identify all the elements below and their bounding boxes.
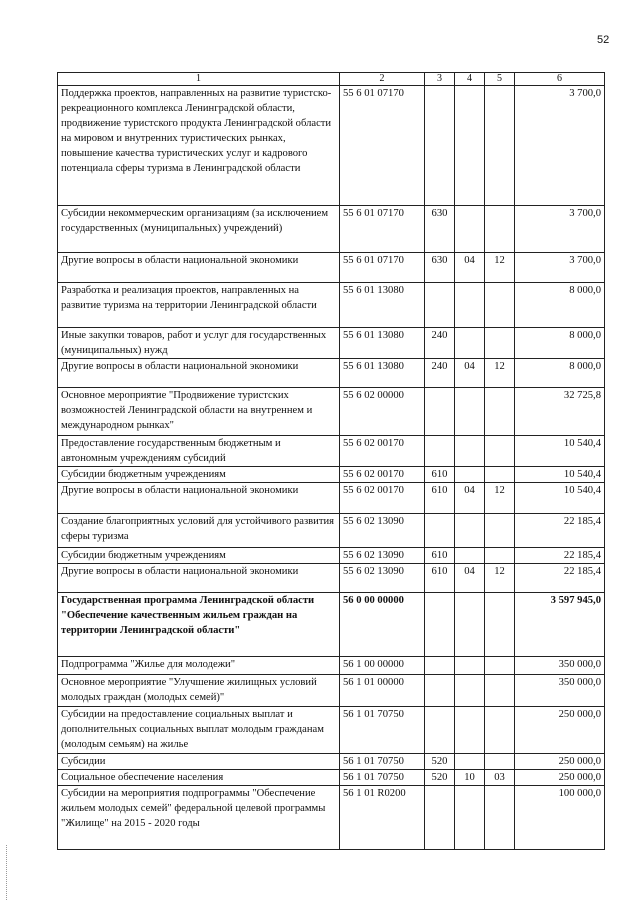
row-sum-cell: 22 185,4 bbox=[515, 564, 605, 593]
table-header-row bbox=[58, 73, 605, 86]
row-sum-cell: 350 000,0 bbox=[515, 675, 605, 707]
row-code-cell: 55 6 02 13090 bbox=[340, 564, 425, 593]
row-sum-cell: 250 000,0 bbox=[515, 707, 605, 754]
row-pr-cell bbox=[485, 675, 515, 707]
row-rz-cell bbox=[455, 786, 485, 850]
row-sum-cell: 350 000,0 bbox=[515, 657, 605, 675]
row-vr-cell bbox=[425, 593, 455, 657]
row-sum-cell: 10 540,4 bbox=[515, 467, 605, 483]
row-code-cell: 55 6 01 07170 bbox=[340, 253, 425, 283]
row-pr-cell bbox=[485, 593, 515, 657]
row-sum-cell: 100 000,0 bbox=[515, 786, 605, 850]
table-row bbox=[58, 770, 605, 786]
row-code-cell: 56 1 00 00000 bbox=[340, 657, 425, 675]
row-name-cell: Государственная программа Ленинградской области "Обеспечение качественным жильем граждан на территории Ленинградской области" bbox=[58, 593, 340, 657]
row-rz-cell bbox=[455, 675, 485, 707]
row-rz-cell bbox=[455, 657, 485, 675]
row-pr-cell bbox=[485, 514, 515, 548]
row-name-cell: Субсидии bbox=[58, 754, 340, 770]
row-rz-cell bbox=[455, 707, 485, 754]
row-pr-cell bbox=[485, 283, 515, 328]
row-rz-cell bbox=[455, 283, 485, 328]
row-pr-cell: 12 bbox=[485, 564, 515, 593]
header-cell: 6 bbox=[515, 73, 605, 86]
row-name-cell: Другие вопросы в области национальной экономики bbox=[58, 564, 340, 593]
row-sum-cell: 8 000,0 bbox=[515, 328, 605, 359]
row-name-cell: Субсидии на мероприятия подпрограммы "Обеспечение жильем молодых семей" федеральной целевой программы "Жилище" на 2015 - 2020 годы bbox=[58, 786, 340, 850]
table-row bbox=[58, 657, 605, 675]
row-code-cell: 55 6 01 13080 bbox=[340, 328, 425, 359]
table-row bbox=[58, 675, 605, 707]
table-row bbox=[58, 548, 605, 564]
row-sum-cell: 250 000,0 bbox=[515, 754, 605, 770]
row-vr-cell bbox=[425, 675, 455, 707]
row-sum-cell: 250 000,0 bbox=[515, 770, 605, 786]
row-rz-cell: 10 bbox=[455, 770, 485, 786]
row-code-cell: 55 6 01 07170 bbox=[340, 206, 425, 253]
table-row bbox=[58, 86, 605, 206]
row-name-cell: Другие вопросы в области национальной экономики bbox=[58, 483, 340, 514]
row-pr-cell bbox=[485, 388, 515, 436]
row-name-cell: Социальное обеспечение населения bbox=[58, 770, 340, 786]
row-name-cell: Создание благоприятных условий для устойчивого развития сферы туризма bbox=[58, 514, 340, 548]
row-rz-cell bbox=[455, 388, 485, 436]
table-row bbox=[58, 253, 605, 283]
row-sum-cell: 3 700,0 bbox=[515, 206, 605, 253]
table-row bbox=[58, 283, 605, 328]
row-rz-cell bbox=[455, 754, 485, 770]
row-code-cell: 55 6 02 13090 bbox=[340, 514, 425, 548]
row-name-cell: Субсидии некоммерческим организациям (за исключением государственных (муниципальных) учреждений) bbox=[58, 206, 340, 253]
row-name-cell: Основное мероприятие "Улучшение жилищных условий молодых граждан (молодых семей)" bbox=[58, 675, 340, 707]
row-code-cell: 55 6 02 13090 bbox=[340, 548, 425, 564]
row-sum-cell: 22 185,4 bbox=[515, 548, 605, 564]
row-vr-cell: 610 bbox=[425, 483, 455, 514]
row-vr-cell: 610 bbox=[425, 548, 455, 564]
row-vr-cell bbox=[425, 657, 455, 675]
row-rz-cell: 04 bbox=[455, 253, 485, 283]
row-vr-cell bbox=[425, 283, 455, 328]
header-cell: 4 bbox=[455, 73, 485, 86]
row-name-cell: Другие вопросы в области национальной экономики bbox=[58, 253, 340, 283]
row-rz-cell bbox=[455, 514, 485, 548]
row-name-cell: Предоставление государственным бюджетным и автономным учреждениям субсидий bbox=[58, 436, 340, 467]
table-row bbox=[58, 786, 605, 850]
row-rz-cell: 04 bbox=[455, 483, 485, 514]
row-sum-cell: 8 000,0 bbox=[515, 283, 605, 328]
row-code-cell: 56 1 01 R0200 bbox=[340, 786, 425, 850]
table-row bbox=[58, 388, 605, 436]
row-name-cell: Другие вопросы в области национальной экономики bbox=[58, 359, 340, 388]
row-vr-cell bbox=[425, 707, 455, 754]
page-number: 52 bbox=[597, 34, 610, 46]
row-code-cell: 55 6 02 00170 bbox=[340, 436, 425, 467]
row-vr-cell: 520 bbox=[425, 754, 455, 770]
row-sum-cell: 10 540,4 bbox=[515, 483, 605, 514]
row-rz-cell bbox=[455, 467, 485, 483]
row-pr-cell: 12 bbox=[485, 253, 515, 283]
row-name-cell: Субсидии бюджетным учреждениям bbox=[58, 467, 340, 483]
row-vr-cell: 630 bbox=[425, 206, 455, 253]
row-pr-cell bbox=[485, 86, 515, 206]
row-code-cell: 56 1 01 70750 bbox=[340, 754, 425, 770]
row-pr-cell: 12 bbox=[485, 359, 515, 388]
table-row bbox=[58, 593, 605, 657]
row-pr-cell bbox=[485, 467, 515, 483]
row-rz-cell bbox=[455, 86, 485, 206]
budget-table-body bbox=[58, 73, 605, 850]
row-name-cell: Поддержка проектов, направленных на развитие туристско-рекреационного комплекса Ленинградской области, продвижение туристского продукта Ленинградской области на мировом и внутренних туристических рынках, повышение качества туристических услуг и кадрового потенциала сферы туризма в Ленинградской области bbox=[58, 86, 340, 206]
row-rz-cell: 04 bbox=[455, 564, 485, 593]
row-sum-cell: 8 000,0 bbox=[515, 359, 605, 388]
row-vr-cell bbox=[425, 514, 455, 548]
row-pr-cell bbox=[485, 206, 515, 253]
row-pr-cell bbox=[485, 707, 515, 754]
row-vr-cell bbox=[425, 86, 455, 206]
row-vr-cell: 610 bbox=[425, 467, 455, 483]
row-code-cell: 55 6 02 00170 bbox=[340, 483, 425, 514]
table-row bbox=[58, 436, 605, 467]
table-row bbox=[58, 206, 605, 253]
row-pr-cell: 12 bbox=[485, 483, 515, 514]
header-cell: 2 bbox=[340, 73, 425, 86]
row-rz-cell bbox=[455, 206, 485, 253]
row-code-cell: 55 6 01 13080 bbox=[340, 283, 425, 328]
row-name-cell: Основное мероприятие "Продвижение туристских возможностей Ленинградской области на внутреннем и международном рынках" bbox=[58, 388, 340, 436]
row-sum-cell: 3 700,0 bbox=[515, 253, 605, 283]
row-pr-cell bbox=[485, 657, 515, 675]
table-row bbox=[58, 754, 605, 770]
row-sum-cell: 22 185,4 bbox=[515, 514, 605, 548]
table-row bbox=[58, 467, 605, 483]
row-rz-cell bbox=[455, 328, 485, 359]
row-pr-cell bbox=[485, 328, 515, 359]
row-rz-cell bbox=[455, 593, 485, 657]
row-sum-cell: 32 725,8 bbox=[515, 388, 605, 436]
row-sum-cell: 3 597 945,0 bbox=[515, 593, 605, 657]
row-code-cell: 56 1 01 70750 bbox=[340, 770, 425, 786]
header-cell: 5 bbox=[485, 73, 515, 86]
row-pr-cell bbox=[485, 548, 515, 564]
row-vr-cell: 630 bbox=[425, 253, 455, 283]
row-rz-cell: 04 bbox=[455, 359, 485, 388]
row-name-cell: Субсидии на предоставление социальных выплат и дополнительных социальных выплат молодым гражданам (молодым семьям) на жилье bbox=[58, 707, 340, 754]
table-row bbox=[58, 514, 605, 548]
row-vr-cell: 520 bbox=[425, 770, 455, 786]
row-code-cell: 55 6 01 07170 bbox=[340, 86, 425, 206]
row-code-cell: 55 6 02 00170 bbox=[340, 467, 425, 483]
table-row bbox=[58, 328, 605, 359]
scan-margin-marks bbox=[6, 845, 9, 900]
row-code-cell: 55 6 02 00000 bbox=[340, 388, 425, 436]
budget-table bbox=[57, 72, 605, 850]
row-vr-cell: 610 bbox=[425, 564, 455, 593]
row-sum-cell: 10 540,4 bbox=[515, 436, 605, 467]
row-code-cell: 55 6 01 13080 bbox=[340, 359, 425, 388]
row-pr-cell: 03 bbox=[485, 770, 515, 786]
row-rz-cell bbox=[455, 436, 485, 467]
row-code-cell: 56 0 00 00000 bbox=[340, 593, 425, 657]
row-name-cell: Субсидии бюджетным учреждениям bbox=[58, 548, 340, 564]
table-row bbox=[58, 564, 605, 593]
row-vr-cell: 240 bbox=[425, 328, 455, 359]
row-pr-cell bbox=[485, 436, 515, 467]
row-code-cell: 56 1 01 70750 bbox=[340, 707, 425, 754]
table-row bbox=[58, 707, 605, 754]
row-code-cell: 56 1 01 00000 bbox=[340, 675, 425, 707]
row-pr-cell bbox=[485, 786, 515, 850]
header-cell: 3 bbox=[425, 73, 455, 86]
row-vr-cell bbox=[425, 786, 455, 850]
row-rz-cell bbox=[455, 548, 485, 564]
row-name-cell: Подпрограмма "Жилье для молодежи" bbox=[58, 657, 340, 675]
row-sum-cell: 3 700,0 bbox=[515, 86, 605, 206]
table-row bbox=[58, 483, 605, 514]
row-pr-cell bbox=[485, 754, 515, 770]
header-cell: 1 bbox=[58, 73, 340, 86]
table-row bbox=[58, 359, 605, 388]
row-name-cell: Разработка и реализация проектов, направленных на развитие туризма на территории Ленинградской области bbox=[58, 283, 340, 328]
row-vr-cell: 240 bbox=[425, 359, 455, 388]
row-vr-cell bbox=[425, 388, 455, 436]
row-name-cell: Иные закупки товаров, работ и услуг для государственных (муниципальных) нужд bbox=[58, 328, 340, 359]
row-vr-cell bbox=[425, 436, 455, 467]
